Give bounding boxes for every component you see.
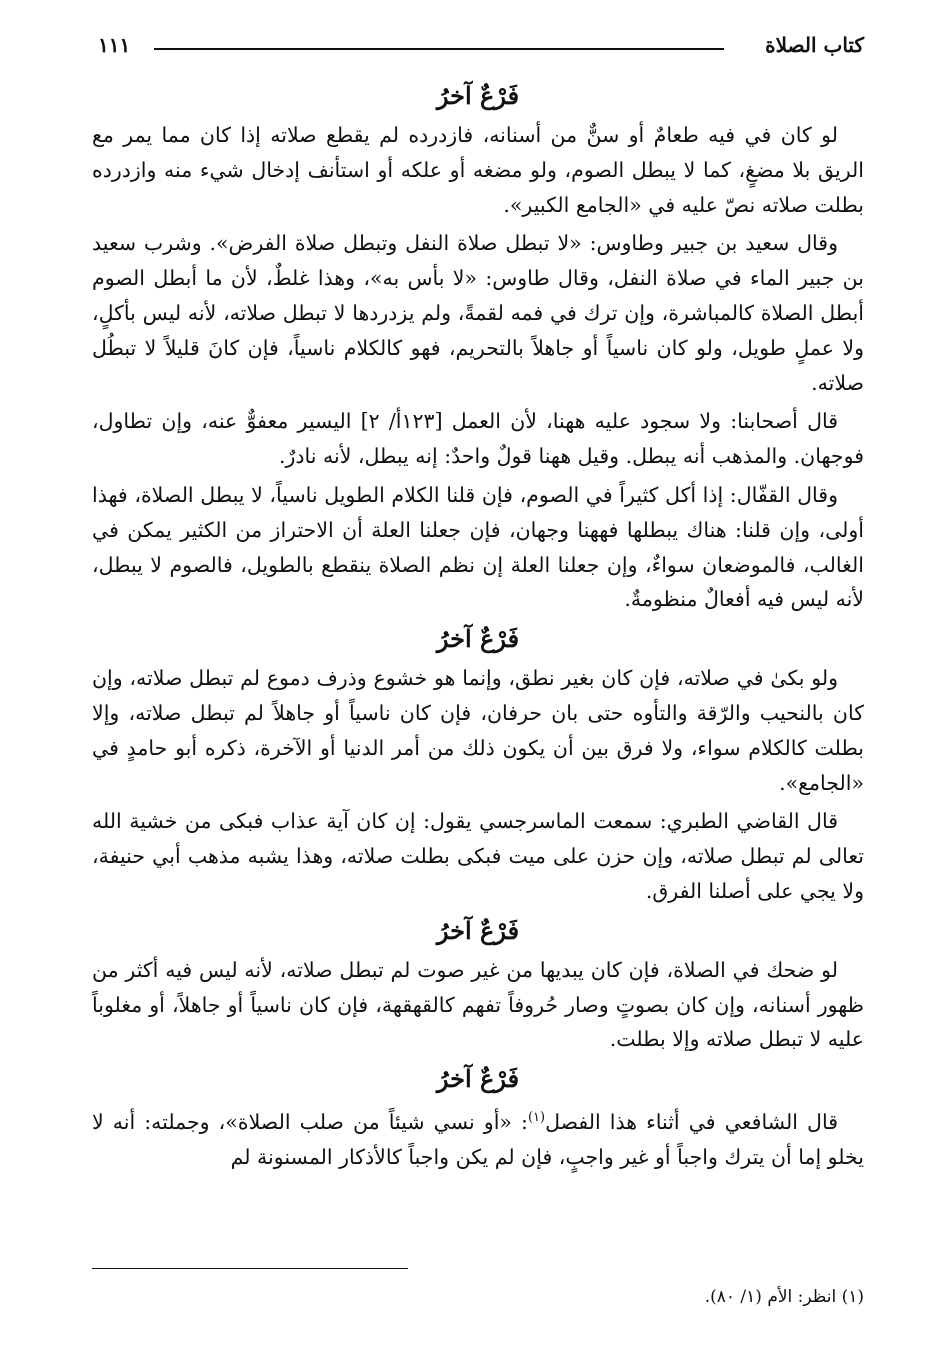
paragraph: وقال سعيد بن جبير وطاوس: «لا تبطل صلاة النفل وتبطل صلاة الفرض». وشرب سعيد بن جبير الماء في صلاة النفل، وقال طاوس: «لا بأس به»، وهذا غلطٌ، لأن ما أبطل الصوم أبطل الصلاة كالمباشرة، وإن ترك في فمه لقمةً، ولم يزدردها لا تبطل صلاته، لأنه ليس بأكلٍ، ولا عملٍ طويل، ولو كان ناسياً أو جاهلاً بالتحريم، فهو كالكلام ناسياً، فإن كانَ قليلاً لا تبطُل صلاته.: [92, 231, 864, 395]
book-title: كتاب الصلاة: [765, 33, 864, 57]
section-heading: فَرْعٌ آخرُ: [436, 915, 520, 945]
section-heading: فَرْعٌ آخرُ: [436, 624, 520, 654]
paragraph-text: قال الشافعي في أثناء هذا الفصل: [545, 1109, 838, 1134]
section-4: [92, 1061, 864, 1174]
section-2: [92, 621, 864, 909]
paragraph-text-rest: : «أو نسي شيئاً من صلب الصلاة»، وجملته: أنه لا يخلو إما أن يترك واجباً أو غير واجبٍ، فإن لم يكن واجباً كالأذكار المسنونة لم: [92, 1109, 864, 1169]
paragraph: قال القاضي الطبري: سمعت الماسرجسي يقول: إن كان آية عذاب فبكى من خشية الله تعالى لم تبطل صلاته، وإن حزن على ميت فبكى بطلت صلاته، وهذا يشبه مذهب أبي حنيفة، ولا يجي على أصلنا الفرق.: [92, 809, 864, 903]
header-rule: [154, 48, 724, 50]
paragraph: وقال القفّال: إذا أكل كثيراً في الصوم، فإن قلنا الكلام الطويل ناسياً، لا يبطل الصلاة، فهذا أولى، وإن قلنا: هناك يبطلها فههنا وجهان، فإن جعلنا العلة أن الاحتراز من الكثير يمكن في الغالب، فالموضعان سواءٌ، وإن جعلنا العلة إن نظم الصلاة ينقطع بالطويل، فالصوم لا يبطل، لأنه ليس فيه أفعالٌ منظومةٌ.: [92, 482, 864, 612]
document-page: [92, 28, 864, 1350]
footnote-marker: (١): [527, 1110, 546, 1126]
paragraph: قال أصحابنا: ولا سجود عليه ههنا، لأن العمل [١٢٣أ/ ٢] اليسير معفوٌّ عنه، وإن تطاول، فوجهان. والمذهب أنه يبطل. وقيل ههنا قولٌ واحدٌ: إنه يبطل، لأنه نادرٌ.: [92, 409, 864, 469]
section-heading: فَرْعٌ آخرُ: [436, 81, 520, 110]
page-number: ١١١: [98, 33, 131, 57]
footnote-rule: [92, 1268, 408, 1269]
section-heading: فَرْعٌ آخرُ: [436, 1064, 520, 1094]
section-1: [92, 78, 864, 617]
footnote: (١) انظر: الأم (١/ ٨٠).: [704, 1287, 864, 1307]
running-header: [92, 28, 864, 68]
paragraph: لو كان في فيه طعامٌ أو سنٌّ من أسنانه، فازدرده لم يقطع صلاته إذا كان مما يمر مع الريق بلا مضغٍ، كما لا يبطل الصوم، ولو مضغه أو علكه أو استأنف إدخال شيء منه وازدرده بطلت صلاته نصّ عليه في «الجامع الكبير».: [92, 123, 864, 217]
paragraph: ولو بكىٰ في صلاته، فإن كان بغير نطق، وإنما هو خشوع وذرف دموع لم تبطل صلاته، وإن كان بالنحيب والرّقة والتأوه حتى بان حرفان، فإن كان ناسياً أو جاهلاً لم تبطل صلاته، وإلا بطلت كالكلام سواء، ولا فرق بين أن يكون ذلك من أمر الدنيا أو الآخرة، ذكره أبو حامدٍ في «الجامع».: [92, 666, 864, 795]
paragraph: لو ضحك في الصلاة، فإن كان يبديها من غير صوت لم تبطل صلاته، لأنه ليس فيه أكثر من ظهور أسنانه، وإن كان بصوتٍ وصار حُروفاً تفهم كالقهقهة، فإن كان ناسياً أو جاهلاً، أو مغلوباً عليه لا تبطل صلاته وإلا بطلت.: [92, 957, 864, 1052]
paragraph-with-footnote: [92, 1101, 864, 1174]
section-3: [92, 913, 864, 1057]
